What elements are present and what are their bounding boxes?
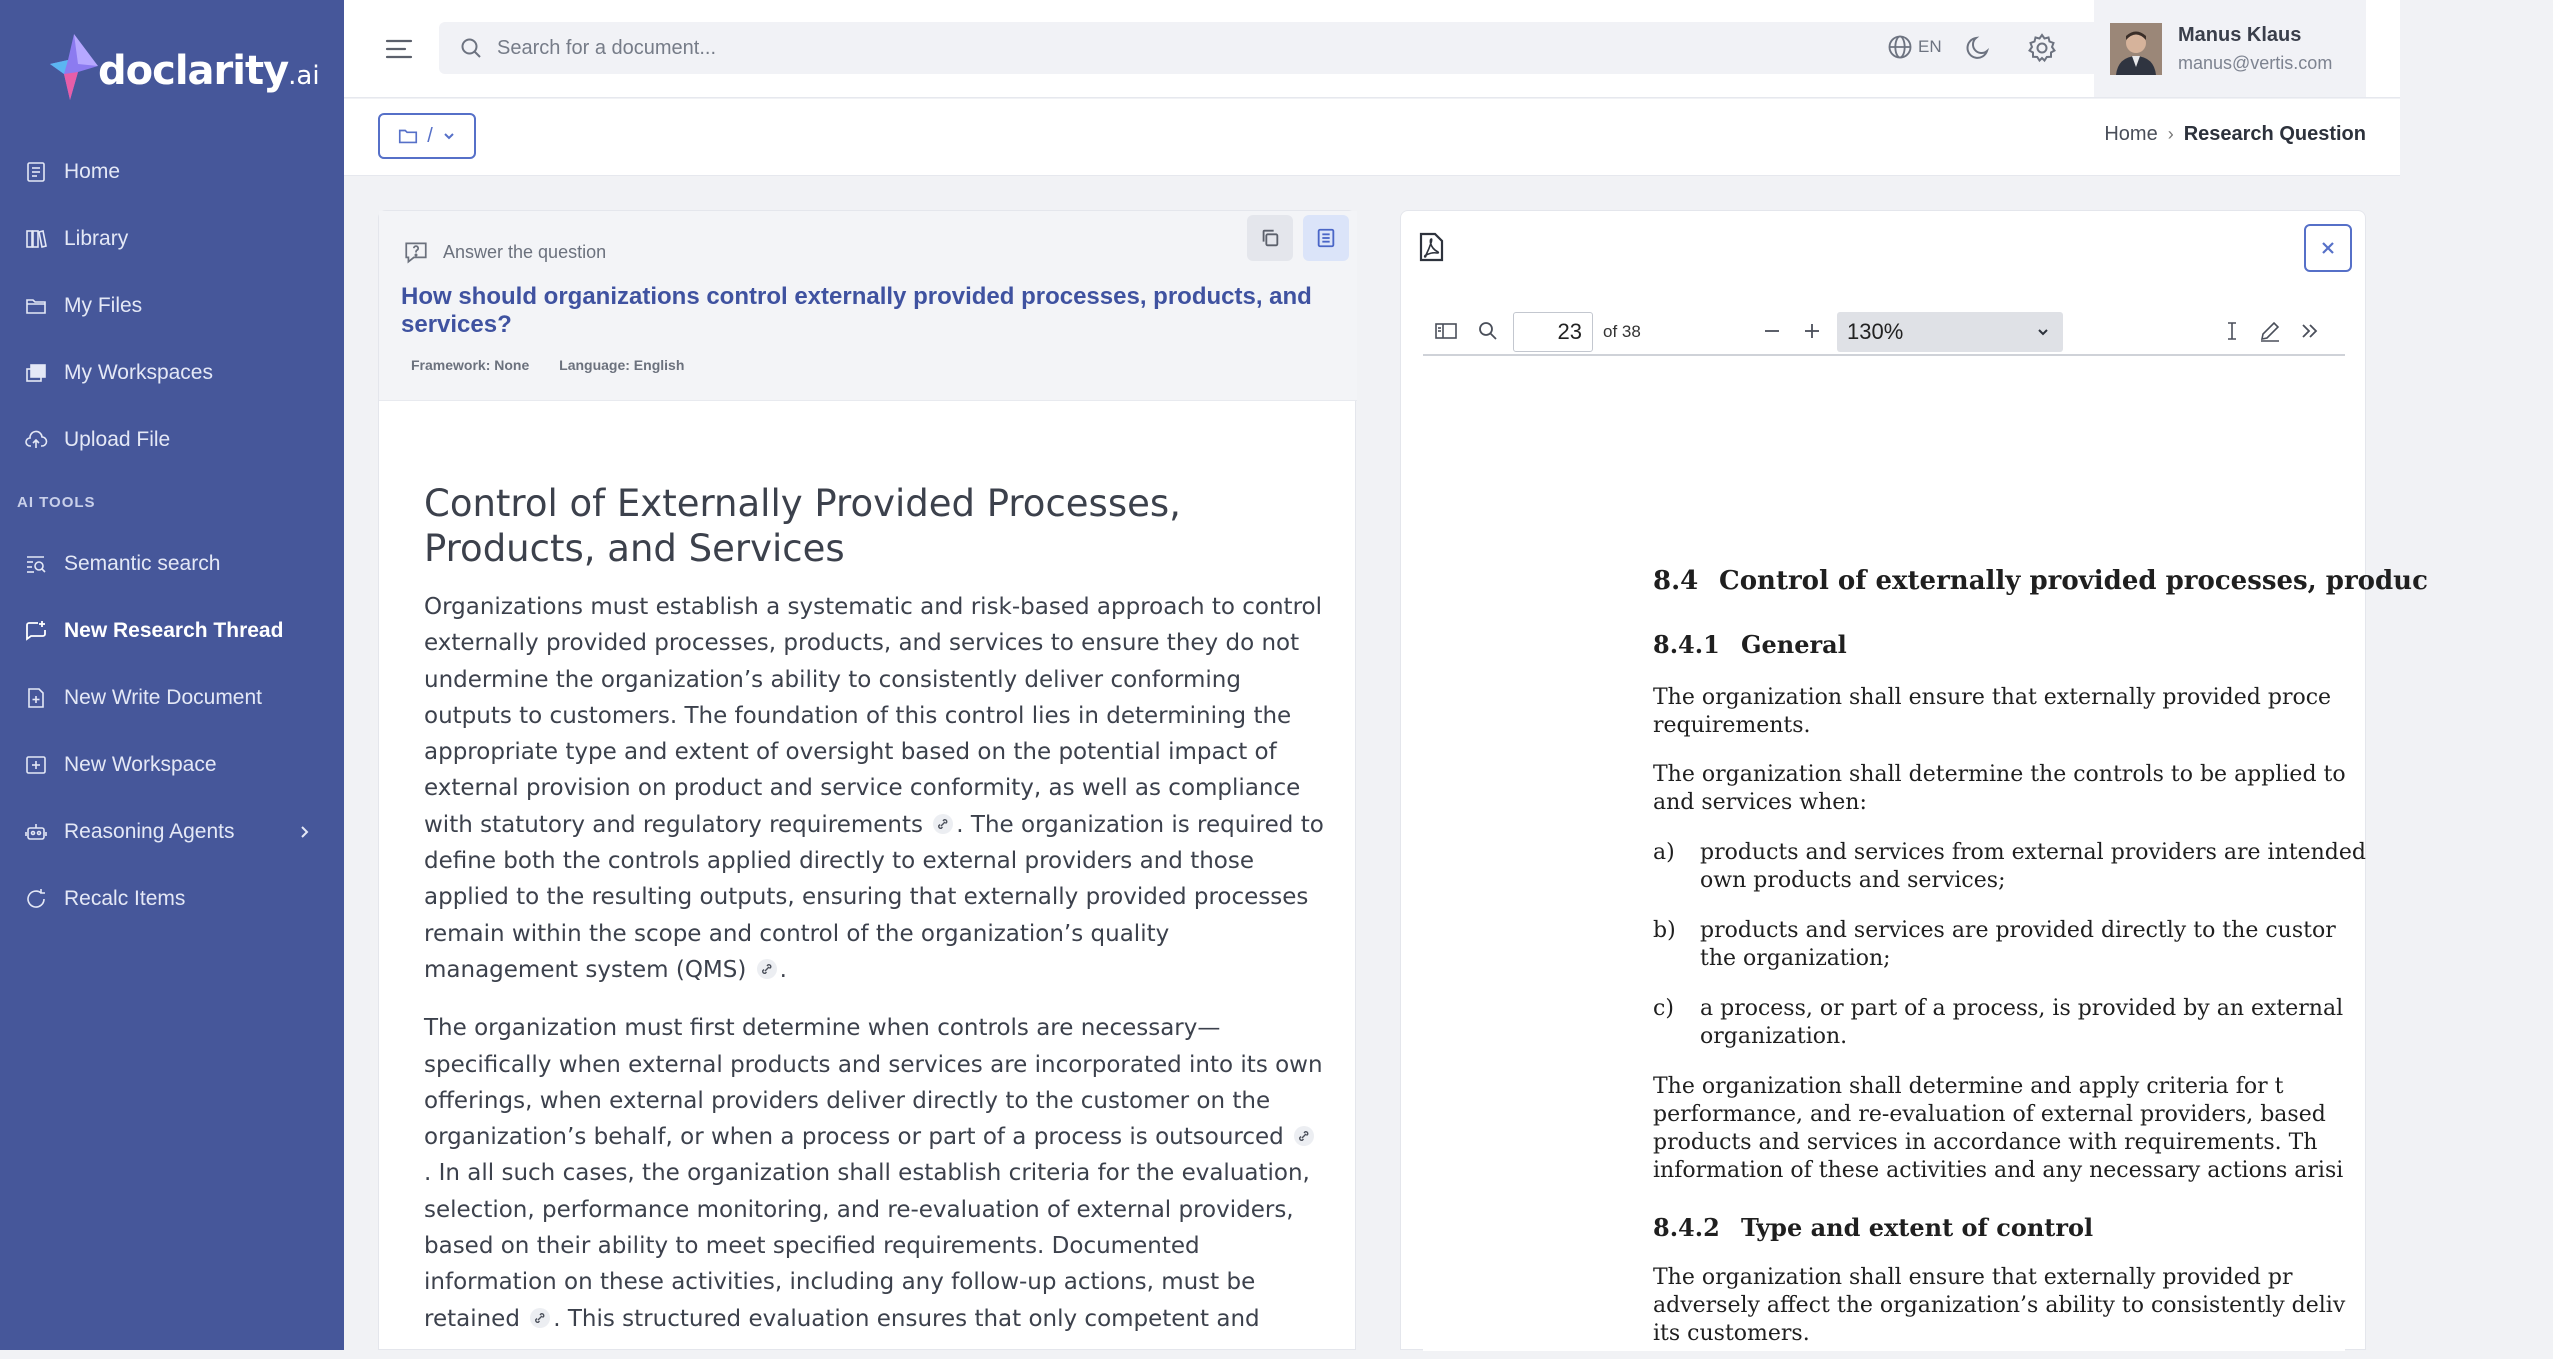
pdf-subheading-number: 8.4.1	[1653, 630, 1720, 659]
sidebar-item-my-files[interactable]	[0, 278, 344, 334]
sidebar-toggle-icon[interactable]	[1433, 318, 1459, 344]
pdf-text-line: information of these activities and any necessary actions arisi	[1653, 1158, 2344, 1183]
sidebar-item-new-write-document[interactable]	[0, 670, 344, 726]
sidebar-item-label: Home	[64, 160, 121, 183]
upload-cloud-icon	[24, 428, 48, 452]
semantic-search-icon	[24, 552, 48, 576]
language-switcher[interactable]	[1886, 33, 1942, 61]
home-icon	[24, 160, 48, 184]
sidebar-item-label: Reasoning Agents	[64, 820, 235, 843]
answer-title: Control of Externally Provided Processes, Products, and Services	[424, 482, 1181, 570]
pdf-text-line: The organization shall ensure that externally provided pr	[1653, 1265, 2293, 1290]
citation-link-icon[interactable]	[1293, 1125, 1315, 1147]
pdf-file-icon	[1415, 231, 1447, 263]
find-search-icon[interactable]	[1475, 318, 1501, 344]
question-text: How should organizations control externally provided processes, products, and services?	[401, 283, 1312, 338]
avatar	[2110, 23, 2162, 75]
menu-toggle-icon[interactable]	[384, 34, 414, 64]
sidebar-item-home[interactable]	[0, 144, 344, 200]
citation-link-icon[interactable]	[529, 1307, 551, 1329]
globe-icon	[1886, 33, 1914, 61]
framework-tag: Framework: None	[411, 357, 530, 373]
language-code: EN	[1918, 37, 1942, 56]
dark-mode-moon-icon[interactable]	[1962, 32, 1994, 64]
pdf-list-marker: a)	[1653, 840, 1675, 865]
folder-icon	[397, 125, 419, 147]
search-input[interactable]	[497, 37, 1997, 60]
sidebar-item-label: New Research Thread	[64, 619, 284, 642]
pdf-text-line: and services when:	[1653, 790, 1867, 815]
sidebar-item-upload-file[interactable]	[0, 412, 344, 468]
close-icon	[2320, 240, 2336, 256]
sidebar-item-reasoning-agents[interactable]	[0, 804, 344, 860]
sidebar	[0, 0, 344, 1350]
sub-toolbar	[344, 99, 2400, 176]
folder-selector-button[interactable]	[378, 113, 476, 159]
question-label	[403, 239, 606, 265]
answer-panel	[378, 210, 1356, 1350]
brand-name: doclarity.ai	[98, 48, 320, 94]
sidebar-item-library[interactable]	[0, 211, 344, 267]
user-profile[interactable]	[2094, 0, 2366, 97]
zoom-out-icon[interactable]	[1759, 318, 1785, 344]
workspaces-icon	[24, 361, 48, 385]
pdf-subheading: Type and extent of control	[1741, 1213, 2094, 1242]
pdf-text-line: adversely affect the organization’s ability to consistently deliv	[1653, 1293, 2346, 1318]
user-email: manus@vertis.com	[2178, 52, 2333, 73]
sidebar-item-new-workspace[interactable]	[0, 737, 344, 793]
breadcrumb-home-link[interactable]: Home	[2104, 123, 2158, 145]
chevron-down-icon	[2035, 324, 2051, 340]
sidebar-item-label: Library	[64, 227, 129, 250]
sidebar-item-label: My Workspaces	[64, 361, 213, 384]
breadcrumb-separator-icon: ›	[2167, 124, 2174, 144]
top-header	[344, 0, 2400, 98]
logo-bird-icon	[48, 30, 100, 104]
answer-paragraph: Organizations must establish a systematic and risk-based approach to control externally provided processes, products, and services to ensure they do not undermine the organization’s ability to consistently deliver conforming outputs to customers. The foundation of this control lies in determining the appropriate type and extent of oversight based on the potential impact of external provision on product and service conformity, as well as compliance with statutory and regulatory requirements . The organization is required to define both the controls applied directly to external providers and those applied to the resulting outputs, ensuring that externally provided processes remain within the scope and control of the organization’s quality management system (QMS) .	[424, 594, 1324, 983]
sidebar-item-my-workspaces[interactable]	[0, 345, 344, 401]
user-name: Manus Klaus	[2178, 23, 2302, 46]
pdf-heading-section: Control of externally provided processes, produc	[1719, 566, 2428, 596]
library-icon	[24, 227, 48, 251]
pdf-text-line: requirements.	[1653, 713, 1811, 738]
page-count: of 38	[1603, 322, 1641, 341]
citation-link-icon[interactable]	[756, 958, 778, 980]
answer-paragraph: The organization must first determine when controls are necessary—specifically when external products and services are incorporated into its own offerings, when external providers deliver directly to the customer on the organization’s behalf, or when a process or part of a process is outsourced . In all such cases, the organization shall establish criteria for the evaluation, selection, performance monitoring, and re-evaluation of external providers, based on their ability to meet specified requirements. Documented information on these activities, including any follow-up actions, must be retained . This structured evaluation ensures that only competent and	[424, 1015, 1323, 1332]
pdf-text-line: products and services are provided directly to the custor	[1700, 918, 2336, 943]
sidebar-section-title: AI TOOLS	[17, 494, 96, 511]
breadcrumb	[2104, 123, 2366, 146]
folder-path: /	[427, 124, 433, 147]
folder-icon	[24, 294, 48, 318]
refresh-icon	[24, 887, 48, 911]
draw-pen-icon[interactable]	[2257, 318, 2283, 344]
sidebar-item-label: Recalc Items	[64, 887, 186, 910]
pdf-toolbar	[1423, 306, 2345, 356]
chevron-right-icon	[294, 822, 314, 842]
answer-content	[424, 481, 1324, 1359]
pdf-viewer-panel	[1400, 210, 2428, 1350]
breadcrumb-current: Research Question	[2183, 123, 2366, 145]
close-viewer-button[interactable]	[2304, 224, 2352, 272]
more-tools-chevrons-icon[interactable]	[2297, 318, 2323, 344]
pdf-heading-section-number: 8.4	[1653, 566, 1699, 596]
copy-icon	[1259, 227, 1281, 249]
robot-icon	[24, 820, 48, 844]
sidebar-item-semantic-search[interactable]	[0, 536, 344, 592]
pdf-page-view[interactable]	[1423, 358, 2428, 1351]
pdf-text-line: The organization shall determine and apply criteria for t	[1653, 1074, 2284, 1099]
view-document-button[interactable]	[1303, 215, 1349, 261]
chevron-down-icon	[441, 128, 457, 144]
pdf-text-line: The organization shall determine the controls to be applied to	[1653, 762, 2346, 787]
question-icon	[403, 239, 429, 265]
new-thread-icon	[24, 619, 48, 643]
sidebar-item-label: New Workspace	[64, 753, 217, 776]
sidebar-item-label: New Write Document	[64, 686, 263, 709]
sidebar-item-label: Upload File	[64, 428, 171, 451]
pdf-text-line: own products and services;	[1700, 868, 2006, 893]
question-header	[379, 211, 1357, 401]
pdf-list-marker: c)	[1653, 996, 1674, 1021]
zoom-value: 130%	[1847, 319, 1904, 344]
question-label-text: Answer the question	[443, 241, 607, 262]
sidebar-item-new-research-thread[interactable]	[0, 603, 344, 659]
text-select-cursor-icon[interactable]	[2219, 318, 2245, 344]
pdf-text-line: performance, and re-evaluation of external providers, based	[1653, 1102, 2326, 1127]
pdf-text-line: a process, or part of a process, is provided by an external	[1700, 996, 2344, 1021]
pdf-text-line: the organization;	[1700, 946, 1891, 971]
question-meta	[411, 357, 710, 373]
sidebar-item-recalc-items[interactable]	[0, 871, 344, 927]
document-list-icon	[1315, 227, 1337, 249]
brand-logo[interactable]	[48, 30, 320, 104]
pdf-subheading-number: 8.4.2	[1653, 1213, 1720, 1242]
pdf-text-line: products and services from external providers are intended	[1700, 840, 2366, 865]
pdf-text-line: organization.	[1700, 1024, 1848, 1049]
settings-gear-icon[interactable]	[2026, 32, 2058, 64]
pdf-list-marker: b)	[1653, 918, 1676, 943]
new-workspace-icon	[24, 753, 48, 777]
sidebar-item-label: My Files	[64, 294, 143, 317]
new-document-icon	[24, 686, 48, 710]
pdf-subheading: General	[1741, 630, 1847, 659]
search-icon	[459, 36, 483, 60]
language-tag: Language: English	[559, 357, 685, 373]
pdf-text-line: its customers.	[1653, 1321, 1810, 1346]
pdf-text-line: The organization shall ensure that externally provided proce	[1653, 685, 2332, 710]
page-number-input[interactable]	[1513, 312, 1593, 352]
pdf-text-line: products and services in accordance with requirements. Th	[1653, 1130, 2318, 1155]
citation-link-icon[interactable]	[932, 813, 954, 835]
zoom-select[interactable]	[1837, 312, 2063, 352]
zoom-in-icon[interactable]	[1799, 318, 1825, 344]
sidebar-item-label: Semantic search	[64, 552, 221, 575]
copy-button[interactable]	[1247, 215, 1293, 261]
